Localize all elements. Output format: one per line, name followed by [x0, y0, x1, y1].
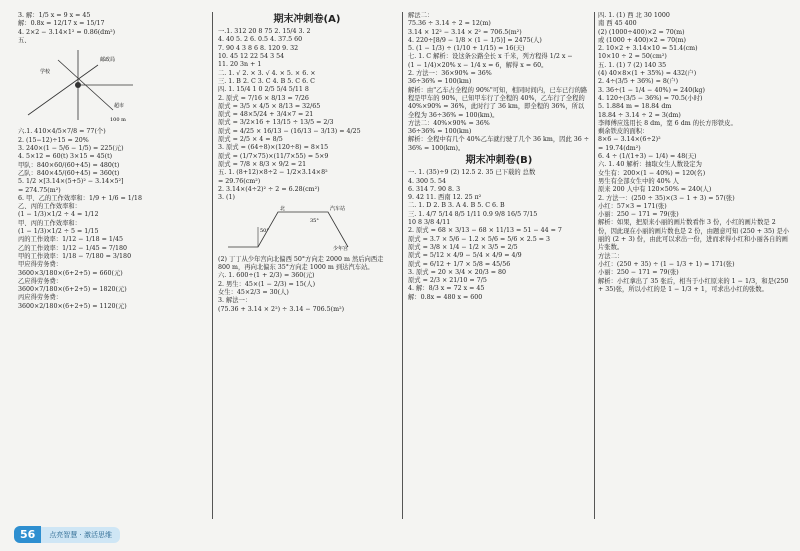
diagram-label: 学校 [40, 69, 51, 76]
text-line: 剩余铁皮的面积： [598, 128, 649, 136]
diagram-label: 邮政局 [100, 57, 116, 64]
text-line: 乙、丙的工作效率和： [18, 203, 81, 211]
diagram-label: 北 [280, 206, 286, 213]
text-line: 3. 原式 = (64÷8)×(120÷8) = 8×15 [218, 144, 329, 152]
text-line: 4. 5×12 = 60(t) 3×15 = 45(t) [18, 153, 113, 161]
text-line: 原式 = (1/7×75)×(11/7×55) = 5×9 [218, 152, 329, 160]
text-line: 75.36 ÷ 3.14 ÷ 2 = 12(m) [408, 20, 491, 28]
text-line: 原式 = 3/8 × 1/4 − 1/2 × 3/5 = 2/5 [408, 243, 518, 251]
text-line: 原式 = 7/8 × 8/3 × 9/2 = 21 [218, 160, 307, 168]
text-line: 甲、丙的工作效率和： [18, 219, 81, 227]
text-line: (1 − 1/3)×1/2 ÷ 4 = 1/12 [18, 211, 99, 219]
text-line: 3. (1) [218, 194, 235, 202]
text-line: 3. 240×(1 − 5/6 − 1/5) = 225(元) [18, 145, 124, 153]
text-line: 原式 = 5/12 × 4/9 − 5/4 × 4/9 = 4/9 [408, 252, 522, 260]
text-line: 解：0.8x = 480 x = 600 [408, 293, 483, 301]
text-line: 5. 1.884 m = 18.84 dm [598, 103, 672, 111]
column-3 [408, 12, 590, 521]
text-line: 丙的工作效率：1/12 − 1/18 = 1/45 [18, 236, 124, 244]
text-line: (2) 丁丁从少年宫向北偏西 50°方向走 2000 m 然后向西走 800 m，再向北偏东 35°方向走 1000 m 到达汽车站。 [218, 255, 384, 272]
text-line: 6. 甲、乙的工作效率和：1/9 + 1/6 = 1/18 [18, 194, 142, 202]
section-title-a: 期末冲刺卷(A) [273, 14, 341, 25]
text-line: 4. 220÷[8/9 − 1/8 × (1 − 1/5)] = 2475(人) [408, 36, 542, 44]
text-line: 3. 解法一： [218, 297, 252, 305]
text-line: 二. 1. D 2. B 3. A 4. B 5. C 6. B [408, 202, 505, 210]
text-line: 原式 = 4/25 × 16/13 − (16/13 − 3/13) = 4/25 [218, 127, 361, 135]
text-line: 二. 1. √ 2. × 3. √ 4. × 5. × 6. × [218, 69, 316, 77]
text-line: 男生有全部女生中的 40% 人 [598, 177, 679, 185]
text-line: 丙应得劳务费： [18, 294, 63, 302]
text-line: 2. 4÷(3/5 + 36%) = 8(户) [598, 78, 679, 86]
text-line: 36÷36% = 100(km) [408, 78, 472, 86]
text-line: 6. 314 7. 90 8. 3 [408, 185, 461, 193]
text-line: 36÷36% = 100(km) [408, 128, 472, 136]
text-line: 10×10 ÷ 2 = 50(cm²) [598, 53, 667, 61]
diagram-label: 汽车站 [330, 206, 346, 213]
text-line: 原式 = 2/3 × 21/10 = 7/5 [408, 277, 487, 285]
text-line: 三. 1. 4/7 5/14 8/5 1/11 0.9 9/8 16/5 7/15 [408, 210, 538, 218]
text-line: (4) 40×8×(1 + 35%) = 432(户) [598, 70, 697, 78]
column-2 [218, 12, 396, 521]
text-line: (1 − 1/3)×1/2 ÷ 5 = 1/15 [18, 228, 99, 236]
text-line: 甲应得劳务费： [18, 261, 63, 269]
text-line: 原式 = 3/5 × 4/5 × 8/13 = 32/65 [218, 102, 321, 110]
text-line: 2. 10×2 + 3.14×10 = 51.4(cm) [598, 45, 698, 53]
text-line: 五. 1. (1) 7 (2) 140 35 [598, 61, 667, 69]
text-line: 原式 = 6/12 + 1/7 × 5/8 = 45/56 [408, 260, 511, 268]
text-line: 四. 1. 15/4 1 0 2/5 5/4 5/11 8 [218, 86, 309, 94]
text-line: 2. (15−12)÷15 = 20% [18, 136, 89, 144]
text-line: 甲的工作效率：1/18 − 7/180 = 3/180 [18, 252, 132, 260]
text-line: 3.14 × 12² − 3.14 × 2² = 706.5(m²) [408, 28, 522, 36]
text-line: 7. 90 4 3 8 6 8. 120 9. 32 [218, 44, 299, 52]
text-line: = 19.74(dm²) [598, 144, 641, 152]
text-line: 解析：小红拿出了 35 张后，相当于小红原来的 1 − 1/3，和是(250 + 35)张，所以小红的是 1 − 1/3 + 1，可求出小红的张数。 [598, 277, 789, 293]
text-line: 8×6 − 3.14×(6÷2)² [598, 136, 661, 144]
text-line: (75.36 + 3.14 × 2²) ÷ 3.14 − 706.5(m²) [218, 305, 345, 313]
text-line: 方法二： [598, 252, 624, 260]
text-line: 3. 解：1/5 x = 9 x = 45 [18, 12, 91, 19]
text-line: 4. 300 5. 54 [408, 177, 447, 185]
text-line: 小丽：250 − 171 = 79(张) [598, 269, 679, 277]
text-line: 3600×3/180×(6+2+5) = 660(元) [18, 269, 123, 277]
direction-diagram [18, 45, 148, 125]
section-title-b: 期末冲刺卷(B) [465, 155, 533, 167]
text-line: 原式 = 2/5 × 4 = 8/5 [218, 136, 283, 144]
text-line: 解：0.8x = 12/17 x = 15/17 [18, 20, 105, 28]
text-line: 女生：45×2/3 = 30(人) [218, 288, 289, 296]
text-line: 或 (1000 + 400)×2 = 70(m) [598, 36, 686, 44]
text-line: 五. 1. (8+12)×8÷2 − 1/2×3.14×8² [218, 169, 328, 177]
text-line: 4. 40 5. 2 6. 0.5 4. 37.5 60 [218, 36, 303, 44]
text-line: = 274.75(m²) [18, 186, 61, 194]
page-footer [14, 526, 120, 543]
text-line: 原式 = 48×5/24 + 3/4×7 = 21 [218, 111, 314, 119]
text-line: 2. 男生：45×(1 − 2/3) = 15(人) [218, 280, 316, 288]
text-line: 解析：由"乙车占全程的 90%"可知，相同时间内，已车已行的路程是甲车的 90%，已知甲车行了全程的 40%，乙车行了全程的 40%×90% = 36%，此时行了 36 km，即全程的 36%，所以全程为 36÷36% = 100(km)。 [408, 86, 588, 119]
brand-slogan: 点亮智慧 · 激活思维 [41, 527, 120, 543]
text-line: = 29.76(cm²) [218, 177, 261, 185]
column-divider [402, 12, 403, 519]
text-line: 2. 3.14×(4÷2)² ÷ 2 = 6.28(cm²) [218, 185, 320, 193]
text-line: 六.1. 410×4/5×7/8 = 77(个) [18, 128, 106, 136]
column-divider [212, 12, 213, 519]
text-line: 原式 = 3.7 × 5/6 − 1.2 × 5/6 = 5/6 × 2.5 = 3 [408, 235, 550, 243]
text-line: 乙队：840×45/(60+45) = 360(t) [18, 169, 120, 177]
text-line: 4. 2×2 − 3.14×1² = 0.86(dm²) [18, 28, 116, 36]
text-line: 10. 45 12 22 54 3 54 [218, 53, 285, 61]
text-line: 甲队：840×60/(60+45) = 480(t) [18, 161, 120, 169]
text-line: 2. 方法一：36×90% = 36% [408, 70, 492, 78]
text-line: 解析：全程中有几个 40%乙车就行驶了几个 36 km，因此 36 ÷ 36% = 100(km)。 [408, 136, 590, 152]
text-line: 4. 120÷(3/5 − 36%) = 70.5(小时) [598, 94, 703, 102]
text-line: 五、 [18, 36, 31, 44]
text-line: (2) (1000÷400)×2 = 70(m) [598, 28, 685, 36]
text-line: 3600×2/180×(6+2+5) = 1120(元) [18, 302, 127, 310]
text-line: 一. 1. (35)÷9 (2) 12.5 2. 35 已下载的 总数 [408, 169, 536, 177]
text-line: 女生有：200×(1 − 40%) = 120(名) [598, 169, 706, 177]
text-line: 解法二： [408, 12, 434, 19]
text-line: 乙应得劳务费： [18, 277, 63, 285]
text-line: 9. 42 11. 西南 12. 25 π² [408, 194, 482, 202]
text-line: 2. 原式 = 7/16 × 8/13 = 7/26 [218, 94, 309, 102]
text-line: 方法二：40%×90% = 36% [408, 119, 490, 127]
text-line: 3. 原式 = 20 × 3/4 × 20/3 = 80 [408, 268, 507, 276]
diagram-label: 50° [260, 228, 269, 235]
diagram-label: 超市 [114, 103, 125, 110]
text-line: 解析：如果，把原来小丽的画片数看作 3 份，小红的画片数是 2 份，因此现在小丽的画片数也是 2 份，由题意可知 (250 + 35) 是小丽的 (2 + 3) 份，由此可以求出一份，进而求得小红和小丽各自的画片张数。 [598, 219, 790, 252]
diagram-label: 少年宫 [333, 246, 349, 253]
text-line: 六. 1. 600÷(1 + 2/3) = 360(元) [218, 272, 315, 280]
page-number: 56 [14, 526, 41, 543]
text-line: 一.1. 312 20 8 75 2. 15/4 3. 2 [218, 28, 311, 36]
text-line: 三. 1. B 2. C 3. C 4. B 5. C 6. C [218, 77, 315, 85]
text-line: 2. 方法一：(250 ÷ 35)×(3 − 1 + 3) = 57(张) [598, 194, 735, 202]
text-line: (1 − 1/4)×20% x − 1/4 x = 6，解得 x = 60。 [408, 61, 548, 69]
column-1 [18, 12, 208, 521]
text-line: 原来 200 人中有 120×50% = 240(人) [598, 186, 712, 194]
column-4 [598, 12, 790, 521]
text-line: 李师傅应选用长 8 dm，宽 6 dm 的长方形铁皮。 [598, 119, 737, 127]
text-line: 3. 36÷(1 − 1/4 − 40%) = 240(kg) [598, 86, 705, 94]
text-line: 南 西 45 400 [598, 20, 637, 28]
diagram-label: 35° [310, 218, 319, 225]
text-line: 乙的工作效率：1/12 − 1/45 = 7/180 [18, 244, 128, 252]
text-line: 5. 1/2 ×[3.14×(5+5)² − 3.14×5²] [18, 178, 124, 186]
column-divider [594, 12, 595, 519]
route-diagram [218, 202, 358, 252]
text-line: 小红：57×3 = 171(张) [598, 202, 667, 210]
text-line: 11. 20 3n + 1 [218, 61, 262, 69]
text-line: 原式 = 3/2×16 + 13/15 ÷ 13/5 = 2/3 [218, 119, 334, 127]
text-line: 小红：(250 + 35) ÷ (1 − 1/3 + 1) = 171(张) [598, 260, 735, 268]
text-line: 七. 1. C 解析：设这条公路全长 x 千米，列方程得 1/2 x − [408, 53, 573, 61]
text-line: 3600×7/180×(6+2+5) = 1820(元) [18, 286, 127, 294]
diagram-label: 100 m [110, 117, 126, 124]
text-line: 4. 解：8/3 x = 72 x = 45 [408, 285, 485, 293]
text-line: 6. 4 ÷ (1/(1+3) − 1/4) = 48(天) [598, 153, 697, 161]
text-line: 5. (1 − 1/3) ÷ (1/10 + 1/15) = 16(天) [408, 45, 525, 53]
text-line: 10 8 3/8 4/11 [408, 219, 451, 227]
text-line: 2. 原式 = 68 × 3/13 − 68 × 11/13 = 51 − 44 = 7 [408, 227, 562, 235]
text-line: 小丽：250 − 171 = 79(张) [598, 211, 679, 219]
text-line: 四. 1. (1) 西 北 30 1000 [598, 12, 670, 19]
text-line: 18.84 ÷ 3.14 ÷ 2 = 3(dm) [598, 111, 681, 119]
text-line: 六. 1. 40 解析：抽取女生人数设定为 [598, 161, 702, 169]
